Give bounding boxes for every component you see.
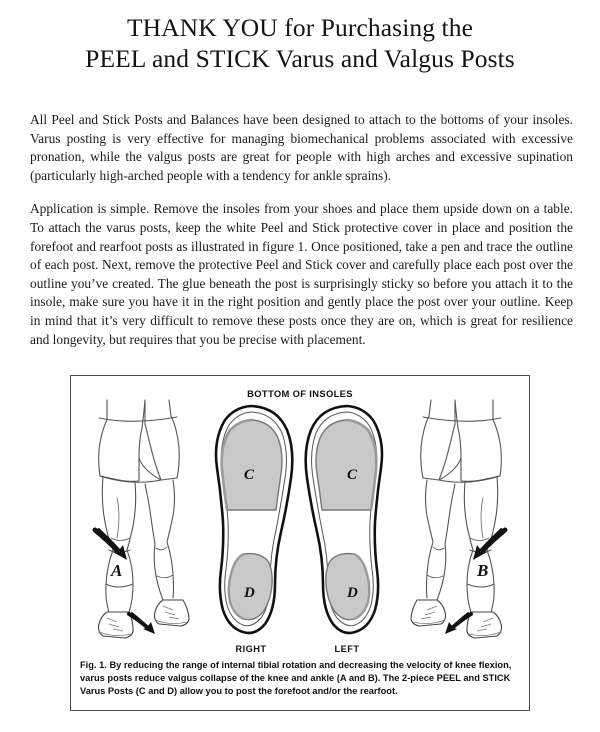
page-title: [0, 0, 600, 74]
figure-artwork-row: [71, 398, 529, 646]
illustration-legs-varus-b: [395, 398, 527, 646]
insole-left-svg: [299, 398, 395, 646]
leg-label-a: A: [111, 561, 123, 580]
forefoot-post-c-shape: [316, 420, 376, 510]
insole-left: [299, 398, 395, 646]
post-label-d-left: D: [347, 585, 358, 601]
figure-inner: [71, 376, 529, 710]
legs-b-svg: [395, 398, 527, 646]
title-line-2: PEEL and STICK Varus and Valgus Posts: [85, 44, 515, 73]
paragraph-intro: All Peel and Stick Posts and Balances have been designed to attach to the bottoms of your insoles. Varus posting is very effective for managing biomechanical problems associated with excessive pronation, while the valgus posts are great for people with high arches and excessive supination (particularly high-arched people with a tendency for ankle sprains).: [30, 112, 573, 183]
insole-right: [203, 398, 299, 646]
figure-heading: BOTTOM OF INSOLES: [247, 388, 353, 399]
insole-label-left: LEFT: [334, 644, 360, 654]
legs-a-svg: [73, 398, 205, 646]
figure-caption: Fig. 1. By reducing the range of internal tibial rotation and decreasing the velocity of knee flexion, varus posts reduce valgus collapse of the knee and ankle (A and B). The 2-piece PEEL and STICK Varus Posts (C and D) allow you to post the forefoot and/or the rearfoot.: [80, 660, 512, 697]
insole-label-right: RIGHT: [235, 644, 267, 654]
post-label-c-right: C: [244, 467, 255, 483]
body-copy: [0, 111, 600, 349]
post-label-d-right: D: [244, 585, 255, 601]
leg-label-b: B: [477, 561, 489, 580]
illustration-legs-varus-a: [73, 398, 205, 646]
figure-1: [70, 375, 530, 711]
insole-right-svg: [203, 398, 299, 646]
title-line-1: THANK YOU for Purchasing the: [126, 13, 474, 42]
paragraph-application: Application is simple. Remove the insoles from your shoes and place them upside down on a table. To attach the varus posts, keep the white Peel and Stick protective cover in place and position the forefoot and rearfoot posts as illustrated in figure 1. Once positioned, take a pen and trace the outline of each post. Next, remove the protective Peel and Stick cover and carefully place each post over the outline you’ve created. The glue beneath the post is surprisingly sticky so before you attach it to the insole, make sure you have it in the right position and gently place the post over your outline. Keep in mind that it’s very difficult to remove these posts once they are on, which is great for resilience and longevity, but requires that you be precise with placement.: [30, 201, 573, 347]
forefoot-post-c-shape: [222, 420, 282, 510]
post-label-c-left: C: [347, 467, 358, 483]
